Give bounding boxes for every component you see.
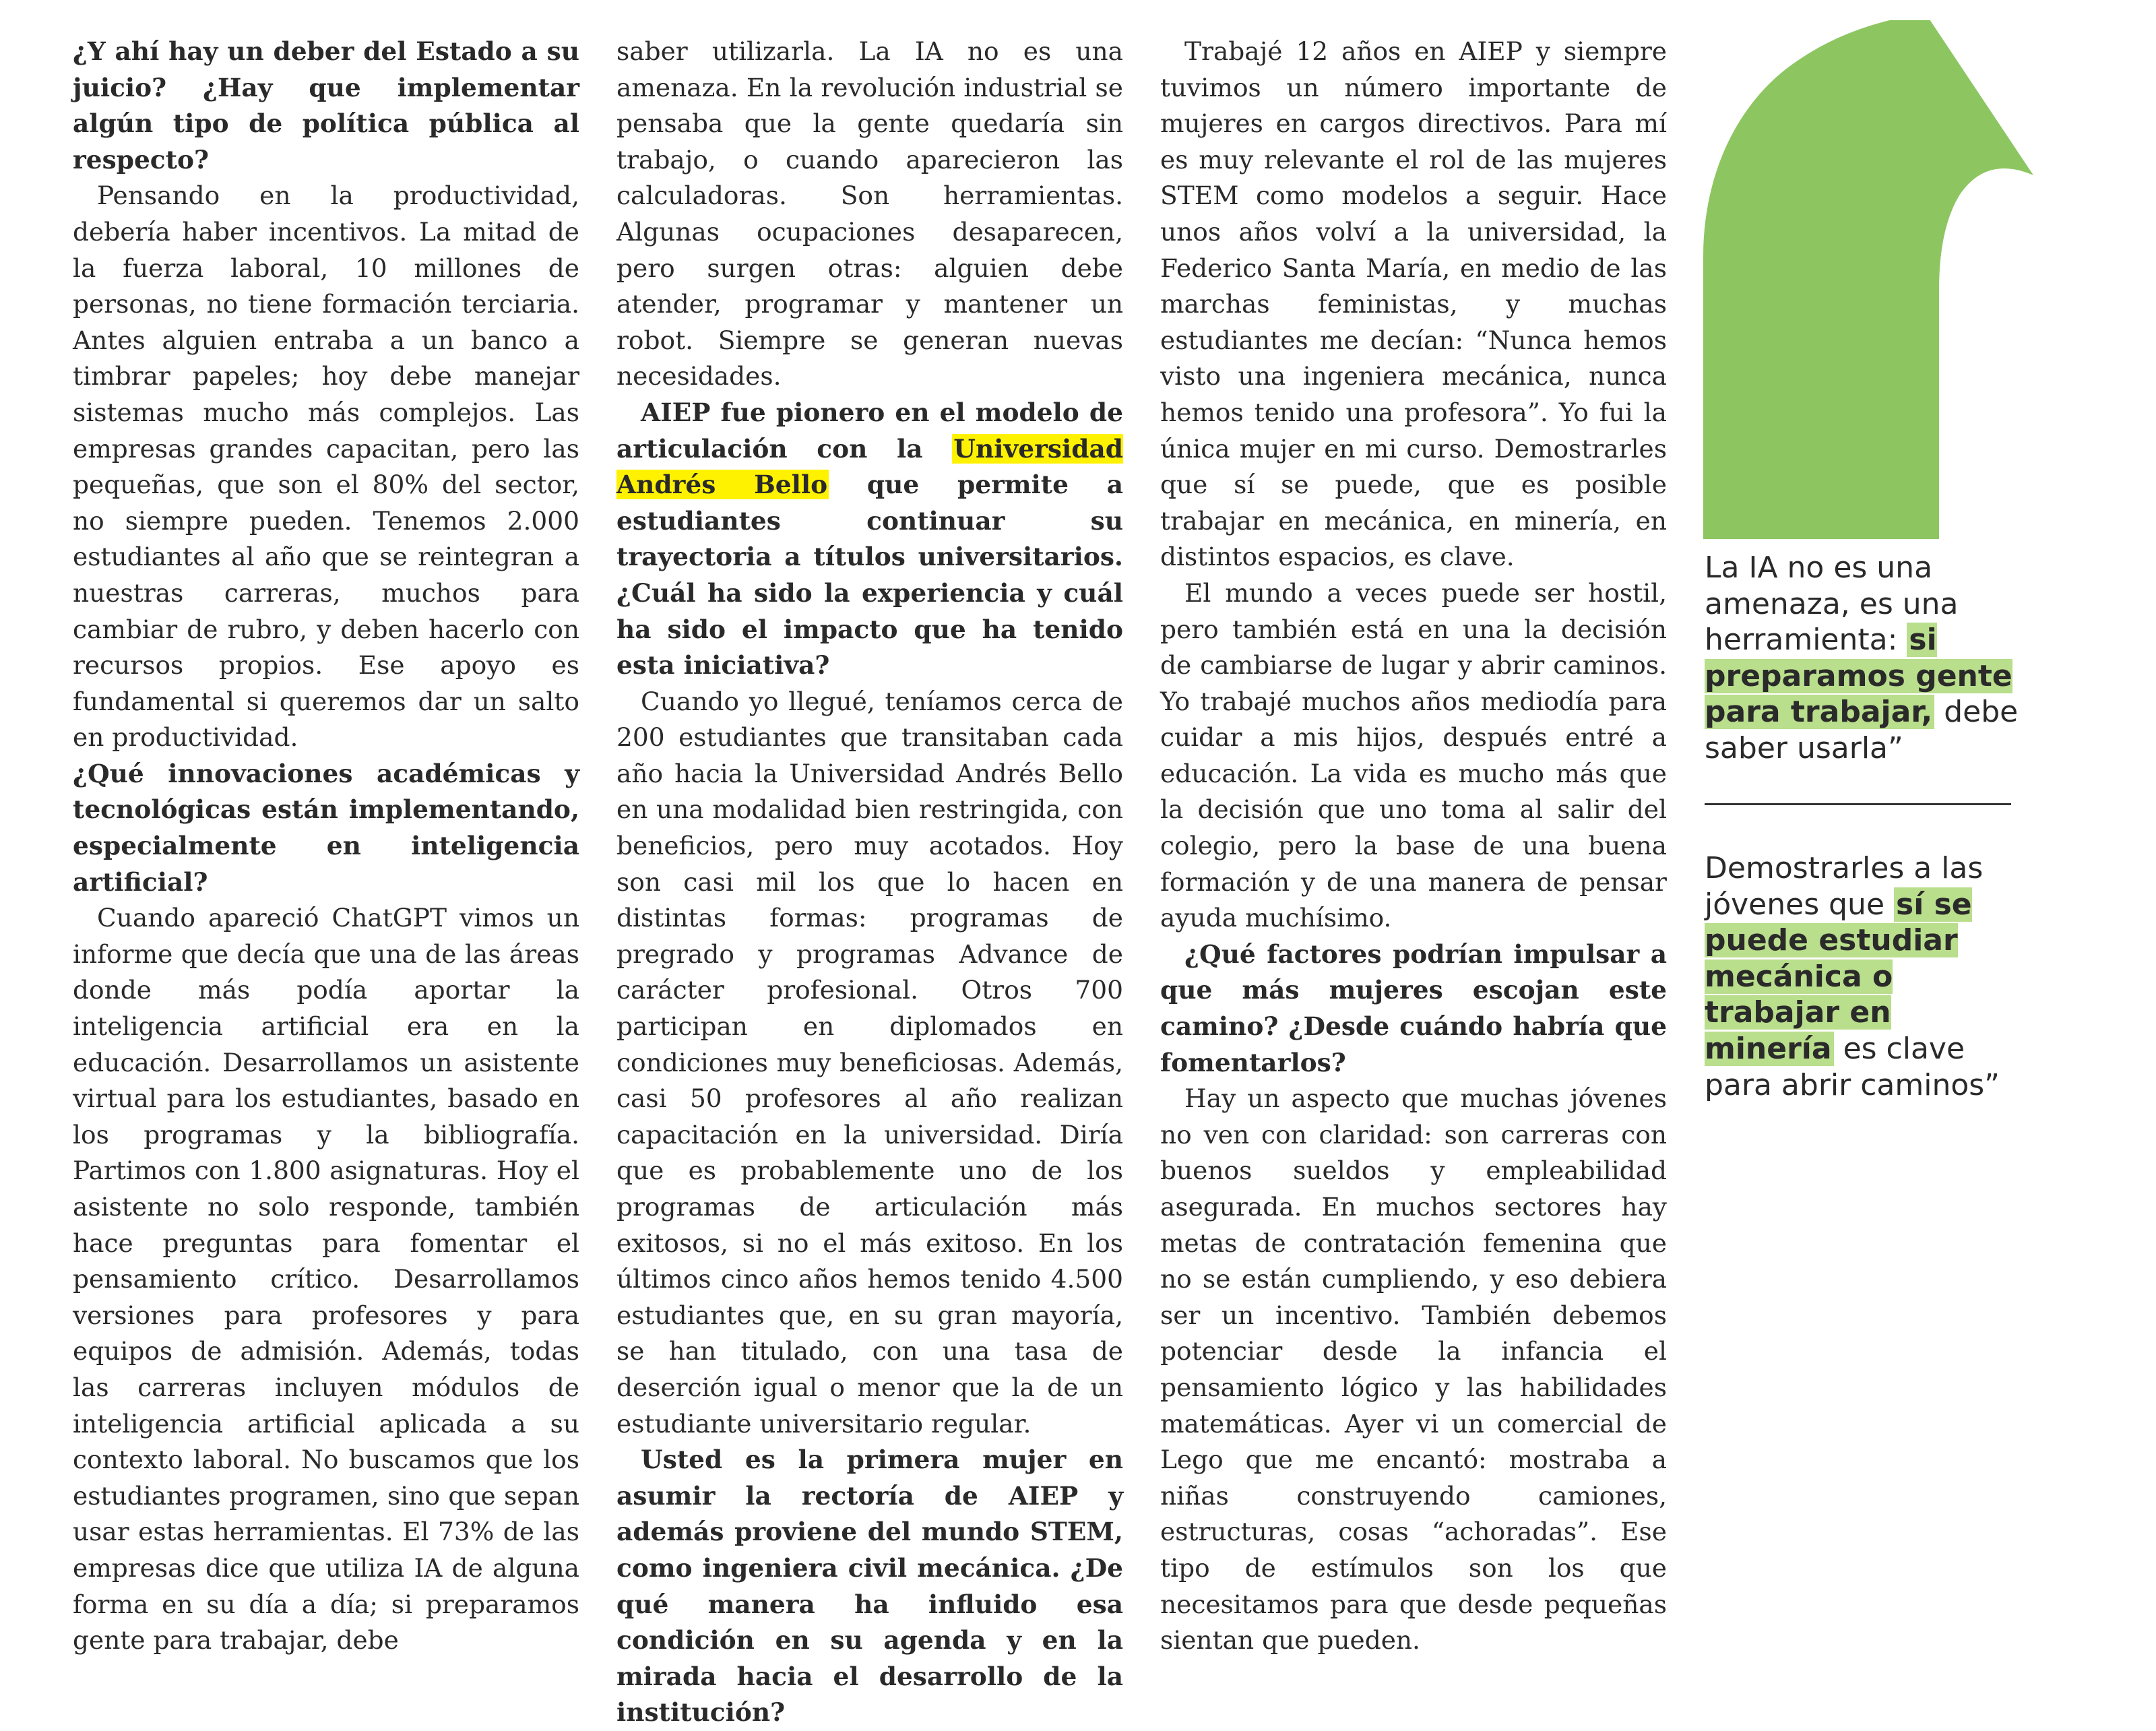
question-articulation-end: que permite a estudiantes continuar su trayectoria a títulos universitarios. ¿Cuál ha sido la experiencia y cuál ha sido el impacto que ha tenido esta iniciativa? <box>616 470 1124 681</box>
question-articulation <box>616 395 1123 684</box>
pull-quote-ia-start: La IA no es una amenaza, es una herramienta: <box>1705 550 1959 658</box>
pull-quote-mining <box>1705 850 2021 1103</box>
answer-women-stem: Trabajé 12 años en AIEP y siempre tuvimos un número importante de mujeres en cargos directivos. Para mí es muy relevante el rol de las mujeres STEM como modelos a seguir. Hace unos años volví a la universidad, la Federico Santa María, en medio de las marchas feministas, y muchas estudiantes me decían: “Nunca hemos visto una ingeniera mecánica, nunca hemos tenido una profesora”. Yo fui la única mujer en mi curso. Demostrarles que sí se puede, que es posible trabajar en mecánica, en minería, en distintos espacios, es clave. <box>1160 36 1667 572</box>
highlighted-university-name: Universidad Andrés Bello <box>616 433 1123 500</box>
answer-chatgpt: Cuando apareció ChatGPT vimos un informe que decía que una de las áreas donde más podía aportar la inteligencia artificial era en la educación. Desarrollamos un asistente virtual para los estudiantes, basado en los programas y la bibliografía. Partimos con 1.800 asignaturas. Hoy el asistente no solo responde, también hace preguntas para fomentar el pensamiento crítico. Desarrollamos versiones para profesores y para equipos de admisión. Además, todas las carreras incluyen módulos de inteligencia artificial aplicada a su contexto laboral. No buscamos que los estudiantes programen, sino que sepan usar estas herramientas. El 73% de las empresas dice que utiliza IA de alguna forma en su día a día; si preparamos gente para trabajar, debe <box>73 903 579 1656</box>
pull-quote-ia-end: debe saber usarla” <box>1705 695 2019 765</box>
quote-mark-icon <box>1703 20 2033 546</box>
article-column-1 <box>73 34 579 1659</box>
divider <box>1705 803 2011 805</box>
question-state-duty: ¿Y ahí hay un deber del Estado a su juicio? ¿Hay que implementar algún tipo de política pública al respecto? <box>73 36 579 175</box>
pull-quote-mining-end: es clave para abrir caminos” <box>1705 1031 2000 1102</box>
answer-factors: Hay un aspecto que muchas jóvenes no ven con claridad: son carreras con buenos sueldos y empleabilidad asegurada. En muchos sectores hay metas de contratación femenina que no se están cumpliendo, y eso debiera ser un incentivo. También debemos potenciar desde la infancia el pensamiento lógico y las habilidades matemáticas. Ayer vi un comercial de Lego que me encantó: mostraba a niñas construyendo camiones, estructuras, cosas “achoradas”. Ese tipo de estímulos son los que necesitamos para que desde pequeñas sientan que pueden. <box>1160 1083 1667 1656</box>
answer-hostile-world: El mundo a veces puede ser hostil, pero también está en una la decisión de cambiarse de lugar y abrir caminos. Yo trabajé muchos años mediodía para cuidar a mis hijos, después entré a educación. La vida es mucho más que la decisión que uno toma al salir del colegio, pero la base de una buena formación y de una manera de pensar ayuda muchísimo. <box>1160 577 1667 933</box>
pull-quote-ia-highlight: si preparamos gente para trabajar, <box>1705 623 2012 730</box>
pull-quote-ia <box>1705 550 2021 767</box>
pull-quote-mining-highlight: sí se puede estudiar mecánica o trabajar en minería <box>1705 887 1972 1066</box>
answer-ia-tools: saber utilizarla. La IA no es una amenaza. En la revolución industrial se pensaba que la gente quedaría sin trabajo, o cuando aparecieron las calculadoras. Son herramientas. Algunas ocupaciones desaparecen, pero surgen otras: alguien debe atender, programar y mantener un robot. Siempre se generan nuevas necesidades. <box>616 36 1123 391</box>
answer-productivity: Pensando en la productividad, debería haber incentivos. La mitad de la fuerza laboral, 10 millones de personas, no tiene formación terciaria. Antes alguien entraba a un banco a timbrar papeles; hoy debe manejar sistemas mucho más complejos. Las empresas grandes capacitan, pero las pequeñas, que son el 80% del sector, no siempre pueden. Tenemos 2.000 estudiantes al año que se reintegran a nuestras carreras, muchos para cambiar de rubro, y deben hacerlo con recursos propios. Ese apoyo es fundamental si queremos dar un salto en productividad. <box>73 181 579 753</box>
question-first-woman: Usted es la primera mujer en asumir la rectoría de AIEP y además proviene del mundo STEM, como ingeniera civil mecánica. ¿De qué manera ha influido esa condición en su agenda y en la mirada hacia el desarrollo de la institución? <box>616 1445 1123 1728</box>
article-column-2 <box>616 34 1123 1731</box>
question-factors: ¿Qué factores podrían impulsar a que más mujeres escojan este camino? ¿Desde cuándo habría que fomentarlos? <box>1160 939 1667 1077</box>
question-articulation-start: AIEP fue pionero en el modelo de articulación con la <box>616 397 1123 464</box>
answer-articulation: Cuando yo llegué, teníamos cerca de 200 estudiantes que transitaban cada año hacia la Universidad Andrés Bello en una modalidad bien restringida, con beneficios, pero muy acotados. Hoy son casi mil los que lo hacen en distintas formas: programas de pregrado y programas Advance de carácter profesional. Otros 700 participan en diplomados en condiciones muy beneficiosas. Además, casi 50 profesores al año realizan capacitación en la universidad. Diría que es probablemente uno de los programas de articulación más exitosos, si no el más exitoso. En los últimos cinco años hemos tenido 4.500 estudiantes que, en su gran mayoría, se han titulado, con una tasa de deserción igual o menor que la de un estudiante universitario regular. <box>616 686 1123 1439</box>
article-column-3 <box>1160 34 1667 1659</box>
pull-quote-mining-start: Demostrarles a las jóvenes que <box>1705 851 1984 922</box>
question-innovations: ¿Qué innovaciones académicas y tecnológicas están implementando, especialmente en inteligencia artificial? <box>73 758 579 897</box>
